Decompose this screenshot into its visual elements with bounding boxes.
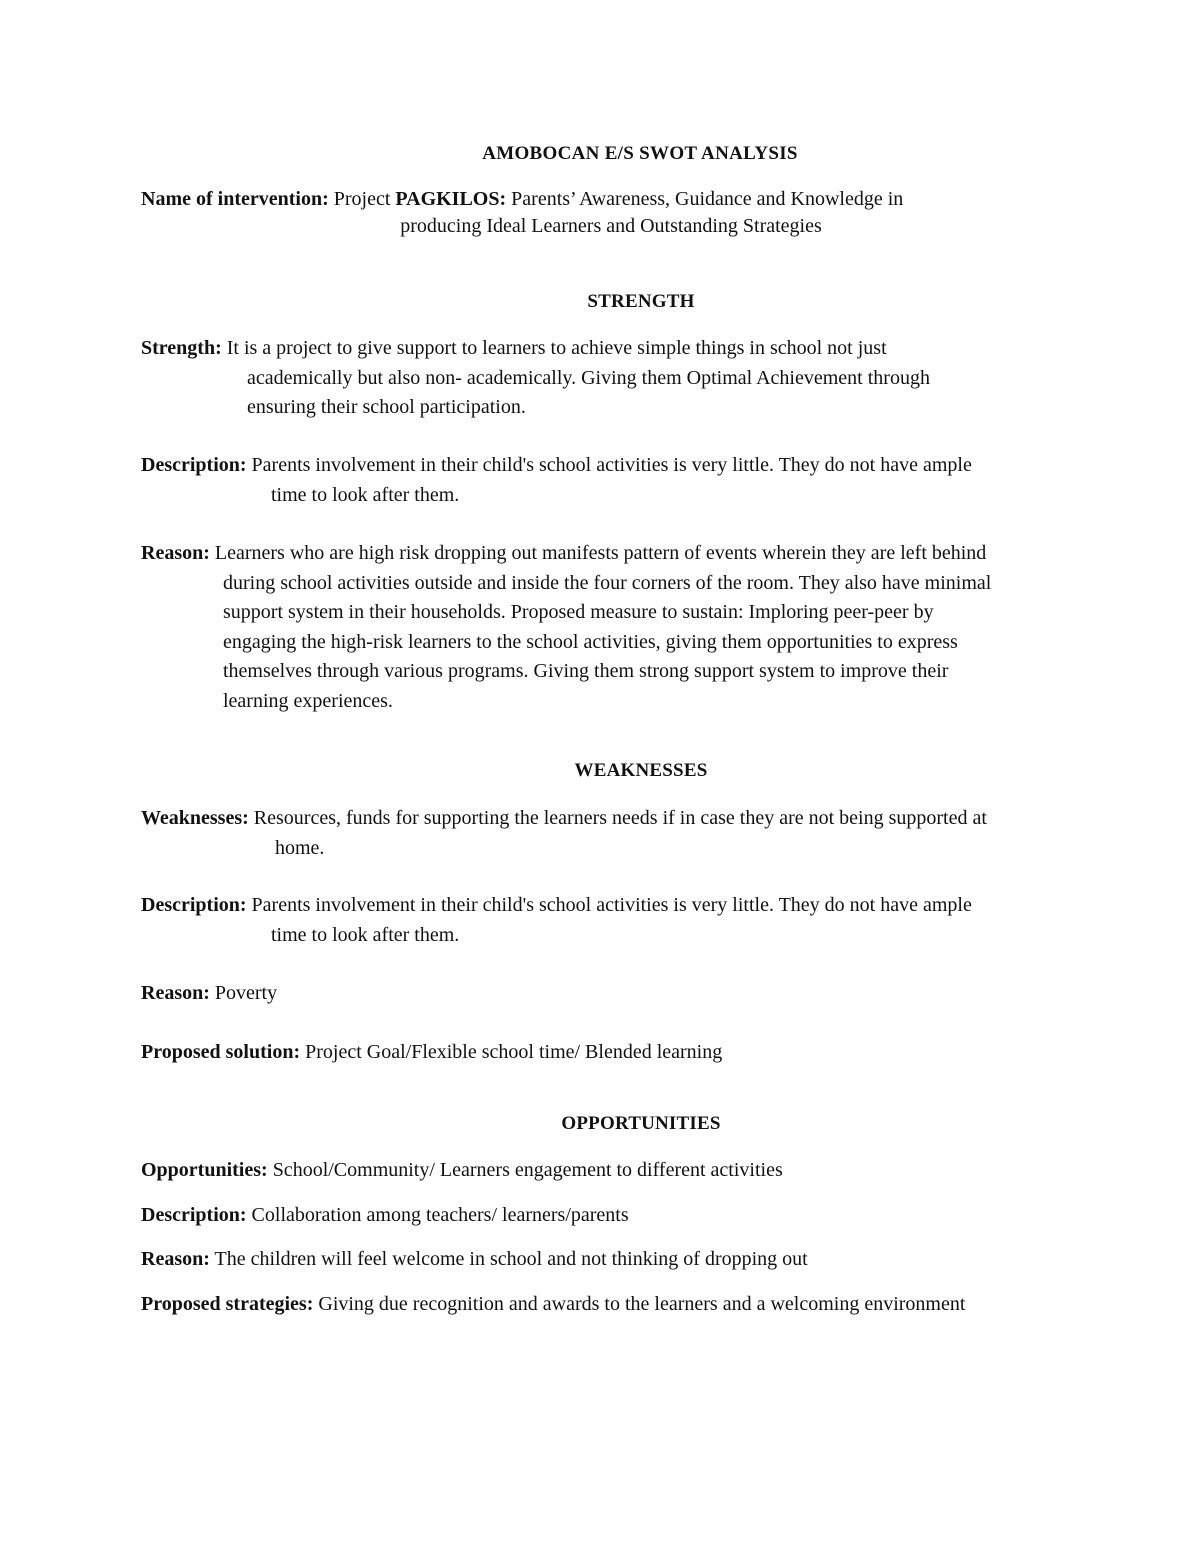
proposed-strategies-label: Proposed strategies: <box>141 1293 314 1315</box>
weaknesses-reason-label: Reason: <box>141 982 210 1004</box>
strength-description-line1: Parents involvement in their child's school activities is very little. They do not have ample <box>246 454 972 476</box>
strength-line1: It is a project to give support to learners to achieve simple things in school not just <box>221 337 887 359</box>
opportunities-reason-text: The children will feel welcome in school and not thinking of dropping out <box>209 1248 808 1270</box>
proposed-solution-label: Proposed solution: <box>141 1041 301 1063</box>
strength-reason-paragraph <box>141 539 991 716</box>
opportunities-reason-line <box>141 1245 808 1275</box>
opportunities-reason-label: Reason: <box>141 1248 210 1270</box>
strength-label: Strength: <box>141 337 222 359</box>
weaknesses-line2: home. <box>275 836 325 859</box>
intervention-prefix: Project <box>328 188 396 210</box>
strength-reason-line2: during school activities outside and inside the four corners of the room. They also have minimal <box>223 571 992 594</box>
strength-heading: STRENGTH <box>587 291 695 312</box>
proposed-solution-text: Project Goal/Flexible school time/ Blended learning <box>300 1041 723 1063</box>
project-name: PAGKILOS: <box>395 188 507 210</box>
opportunities-heading: OPPORTUNITIES <box>561 1113 721 1134</box>
strength-reason-line1: Learners who are high risk dropping out manifests pattern of events wherein they are left behind <box>209 542 987 564</box>
proposed-strategies-line <box>141 1290 965 1320</box>
opportunities-label: Opportunities: <box>141 1159 268 1181</box>
strength-paragraph <box>141 334 930 423</box>
intervention-line2: producing Ideal Learners and Outstanding Strategies <box>400 215 822 237</box>
weaknesses-description-paragraph <box>141 891 972 950</box>
strength-reason-line3: support system in their households. Proposed measure to sustain: Imploring peer-peer by <box>223 601 934 623</box>
weaknesses-reason-text: Poverty <box>209 982 278 1004</box>
weaknesses-heading: WEAKNESSES <box>574 760 708 781</box>
proposed-strategies-text: Giving due recognition and awards to the learners and a welcoming environment <box>313 1293 966 1315</box>
strength-line3: ensuring their school participation. <box>247 396 526 418</box>
opportunities-description-text: Collaboration among teachers/ learners/parents <box>246 1204 629 1226</box>
strength-description-line2: time to look after them. <box>271 483 460 506</box>
strength-reason-line4: engaging the high-risk learners to the school activities, giving them opportunities to express <box>223 630 958 653</box>
weaknesses-paragraph <box>141 804 987 863</box>
strength-reason-line6: learning experiences. <box>223 689 393 712</box>
weaknesses-label: Weaknesses: <box>141 807 249 829</box>
intervention-line <box>141 185 903 215</box>
opportunities-description-label: Description: <box>141 1204 247 1226</box>
weaknesses-description-label: Description: <box>141 894 247 916</box>
document-title: AMOBOCAN E/S SWOT ANALYSIS <box>482 143 798 164</box>
strength-description-label: Description: <box>141 454 247 476</box>
proposed-solution-line <box>141 1038 722 1068</box>
intervention-label: Name of intervention: <box>141 188 329 210</box>
strength-reason-label: Reason: <box>141 542 210 564</box>
opportunities-text: School/Community/ Learners engagement to different activities <box>267 1159 783 1181</box>
opportunities-description-line <box>141 1201 629 1231</box>
weaknesses-line1: Resources, funds for supporting the learners needs if in case they are not being supported at <box>248 807 987 829</box>
intervention-line1: Parents’ Awareness, Guidance and Knowledge in <box>506 188 904 210</box>
weaknesses-reason-line <box>141 979 277 1009</box>
strength-description-paragraph <box>141 451 972 510</box>
weaknesses-description-line2: time to look after them. <box>271 923 460 946</box>
strength-line2: academically but also non- academically. Giving them Optimal Achievement through <box>247 366 930 389</box>
weaknesses-description-line1: Parents involvement in their child's school activities is very little. They do not have ample <box>246 894 972 916</box>
opportunities-line <box>141 1156 783 1186</box>
strength-reason-line5: themselves through various programs. Giving them strong support system to improve their <box>223 660 949 682</box>
